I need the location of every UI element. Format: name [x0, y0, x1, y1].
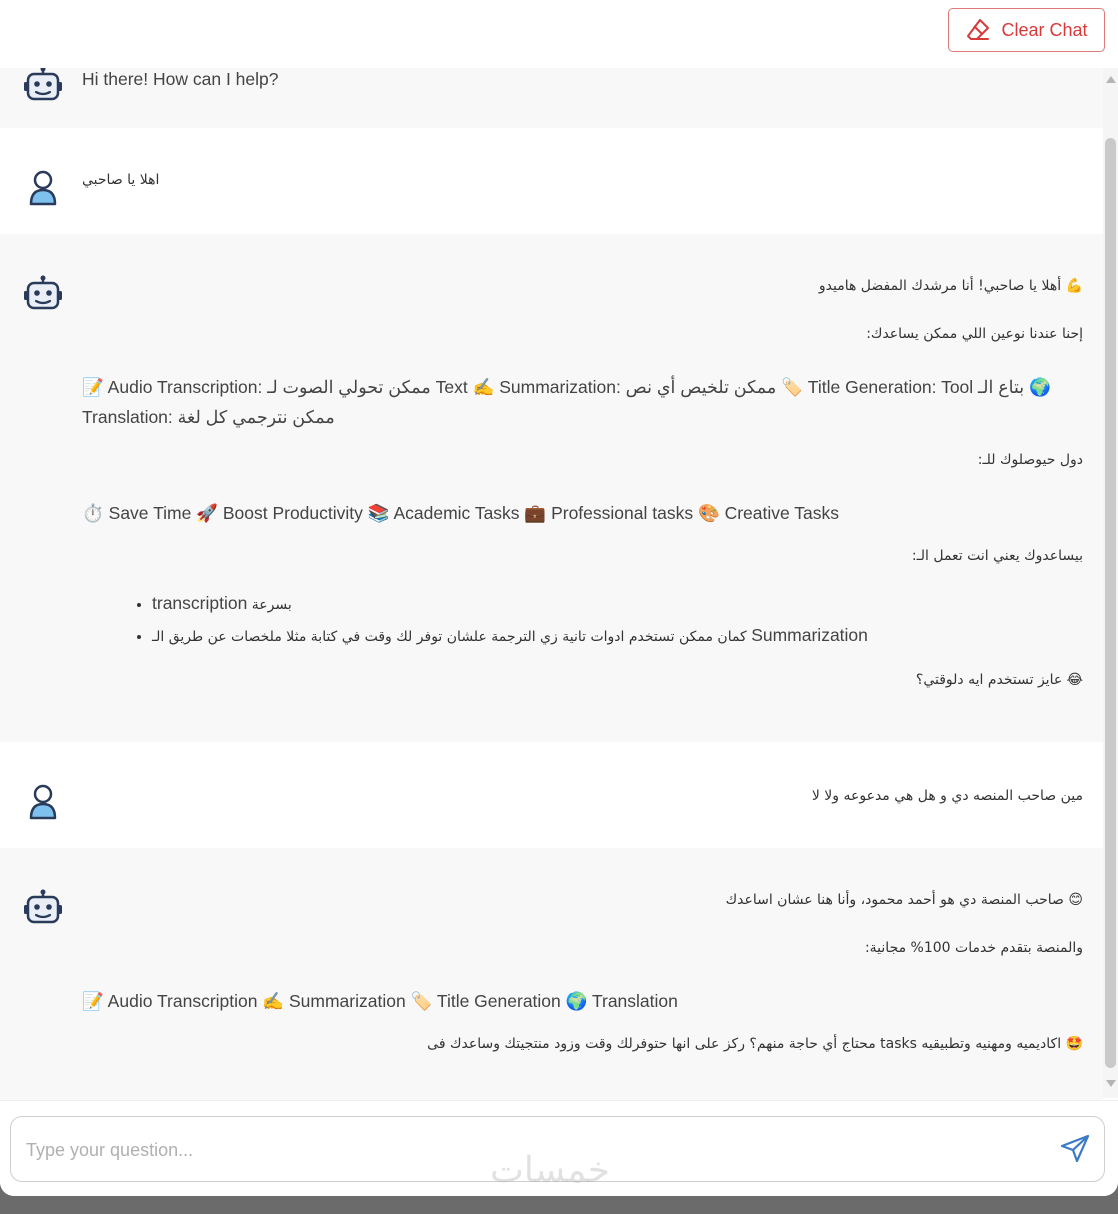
clear-chat-button[interactable]	[948, 8, 1105, 52]
user-message	[0, 128, 1103, 234]
question-text: 😂 عايز تستخدم ايه دلوقتي؟	[915, 672, 1083, 688]
closing-text: 🤩 اكاديميه ومهنيه وتطبيقيه tasks محتاج أي حاجة منهم؟ ركز على انها حتوفرلك وقت وزود منتجيتك وساعدك فى	[427, 1036, 1083, 1052]
message-content	[82, 786, 1083, 806]
user-message	[0, 742, 1103, 848]
message-content	[82, 170, 1083, 190]
message-text: Hi there! How can I help?	[82, 69, 279, 89]
benefits-text: ⏱️ Save Time 🚀 Boost Productivity 📚 Academic Tasks 💼 Professional tasks 🎨 Creative Tasks	[82, 503, 840, 523]
owner-text: 😊 صاحب المنصة دي هو أحمد محمود، وأنا هنا عشان اساعدك	[725, 892, 1083, 908]
services-text: 📝 Audio Transcription: ممكن تحولي الصوت لـ Text ✍️ Summarization: ممكن تلخيص أي نص 🏷️ Title Generation: Tool بتاع الـ 🌍	[82, 377, 1051, 397]
message-content	[82, 64, 1083, 94]
watermark-logo: خمسات	[490, 1150, 611, 1191]
send-icon[interactable]	[1059, 1133, 1091, 1165]
benefits-intro: دول حيوصلوك للـ:	[977, 452, 1083, 468]
message-text: مين صاحب المنصه دي و هل هي مدعوعه ولا لا	[811, 788, 1083, 804]
message-text: اهلا يا صاحبي	[82, 172, 160, 188]
eraser-icon	[965, 17, 991, 43]
bot-message	[0, 234, 1103, 742]
services-text-cont: Translation: ممكن نترجمي كل لغة	[82, 407, 335, 427]
scroll-up-arrow-icon[interactable]	[1106, 76, 1116, 83]
intro-text: إحنا عندنا نوعين اللي ممكن يساعدك:	[866, 326, 1083, 342]
list-item: • كمان ممكن تستخدم ادوات تانية زي الترجمة علشان توفر لك وقت في كتابة مثلا ملخصات عن طريق الـ Summarization	[152, 620, 1083, 652]
bot-message	[0, 848, 1103, 1100]
helps-intro: بيساعدوك يعني انت تعمل الـ:	[911, 548, 1083, 564]
scroll-down-arrow-icon[interactable]	[1106, 1080, 1116, 1087]
list-item: • transcription بسرعة	[152, 588, 1083, 620]
message-content	[82, 276, 1083, 718]
greeting-text: 💪 أهلا يا صاحبي! أنا مرشدك المفضل هاميدو	[818, 278, 1083, 294]
helps-list	[152, 588, 1083, 652]
clear-chat-label: Clear Chat	[1001, 19, 1088, 40]
message-content	[82, 890, 1083, 1082]
robot-avatar-icon	[22, 888, 64, 930]
free-text: والمنصة بتقدم خدمات 100% مجانية:	[864, 940, 1083, 956]
robot-avatar-icon	[22, 65, 64, 107]
robot-avatar-icon	[22, 274, 64, 316]
user-avatar-icon	[22, 168, 64, 210]
scrollbar[interactable]	[1103, 68, 1118, 1098]
chat-header	[0, 0, 1118, 68]
scroll-thumb[interactable]	[1105, 138, 1116, 1068]
services-text: 📝 Audio Transcription ✍️ Summarization 🏷️ Title Generation 🌍 Translation	[82, 991, 678, 1011]
user-avatar-icon	[22, 782, 64, 824]
